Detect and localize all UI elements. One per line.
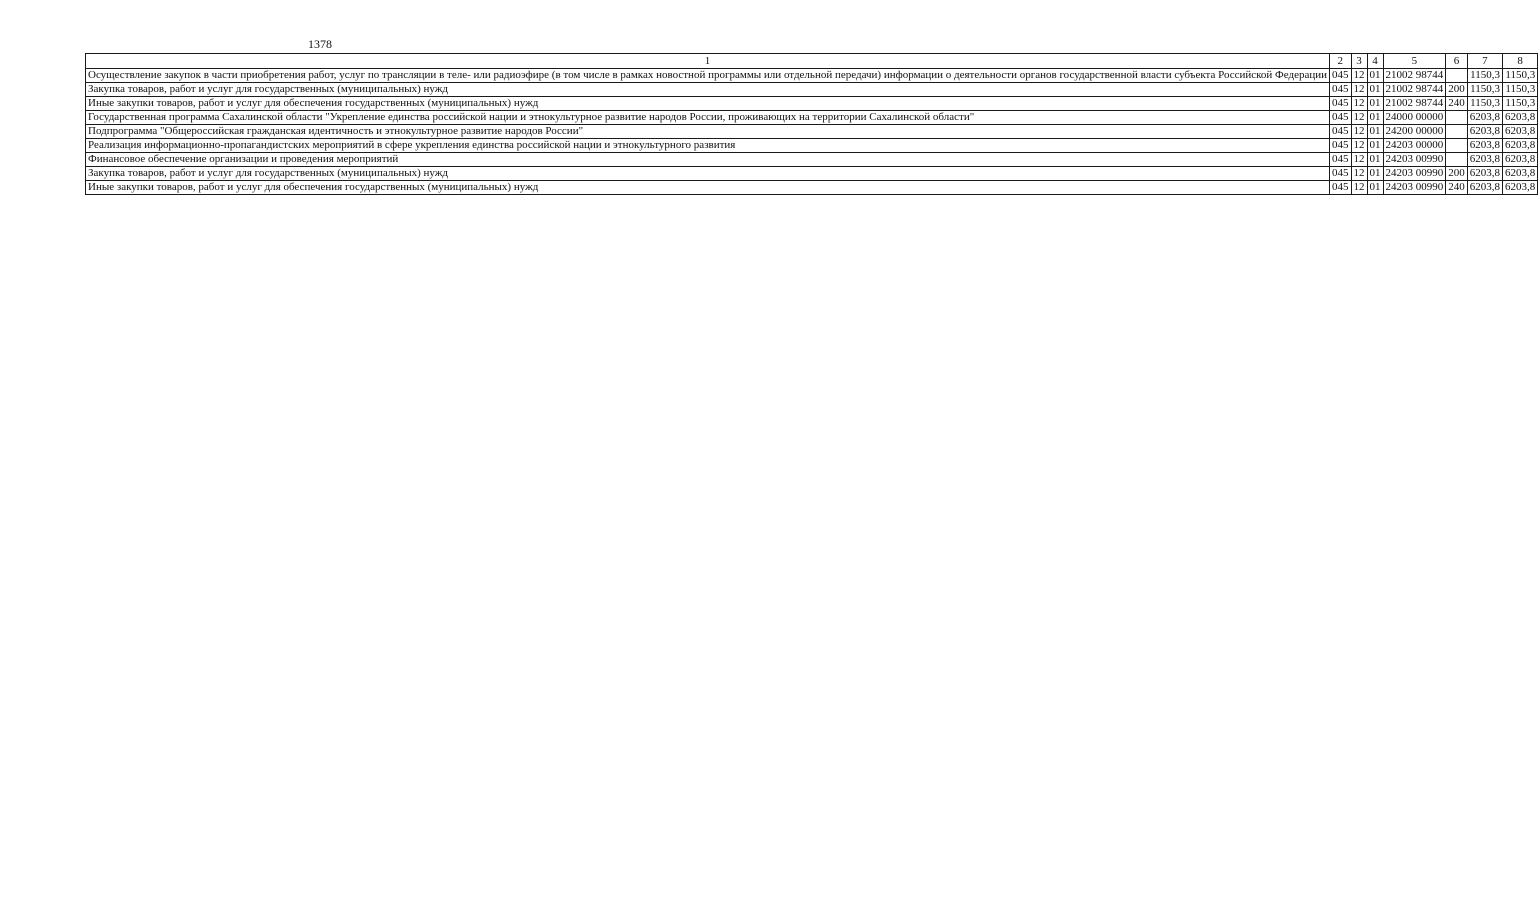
row-grbs-code: 045: [1330, 125, 1352, 139]
row-subsection-code: 01: [1367, 181, 1383, 195]
row-subsection-code: 01: [1367, 97, 1383, 111]
row-amount-col-7: 6203,8: [1467, 181, 1502, 195]
row-target-article-code: 24203 00990: [1383, 181, 1446, 195]
row-subsection-code: 01: [1367, 83, 1383, 97]
row-grbs-code: 045: [1330, 111, 1352, 125]
header-row: [86, 54, 1538, 69]
row-expense-type-code: [1446, 139, 1468, 153]
header-col-5: 5: [1383, 54, 1446, 69]
row-amount-col-8: 1150,3: [1503, 83, 1538, 97]
row-target-article-code: 24000 00000: [1383, 111, 1446, 125]
row-expense-type-code: [1446, 111, 1468, 125]
row-grbs-code: 045: [1330, 97, 1352, 111]
row-amount-col-8: 6203,8: [1503, 181, 1538, 195]
row-subsection-code: 01: [1367, 111, 1383, 125]
row-subsection-code: 01: [1367, 125, 1383, 139]
row-amount-col-7: 1150,3: [1467, 83, 1502, 97]
row-amount-col-7: 1150,3: [1467, 69, 1502, 83]
row-target-article-code: 24203 00990: [1383, 167, 1446, 181]
row-section-code: 12: [1351, 97, 1367, 111]
table-row: [86, 181, 1538, 195]
row-expense-type-code: 240: [1446, 181, 1468, 195]
row-amount-col-8: 6203,8: [1503, 111, 1538, 125]
row-section-code: 12: [1351, 69, 1367, 83]
row-name: Закупка товаров, работ и услуг для государственных (муниципальных) нужд: [86, 167, 1330, 181]
row-target-article-code: 21002 98744: [1383, 83, 1446, 97]
row-amount-col-8: 1150,3: [1503, 69, 1538, 83]
row-name: Реализация информационно-пропагандистских мероприятий в сфере укрепления единства российской нации и этнокультурного развития: [86, 139, 1330, 153]
row-section-code: 12: [1351, 83, 1367, 97]
row-target-article-code: 21002 98744: [1383, 97, 1446, 111]
row-subsection-code: 01: [1367, 167, 1383, 181]
table-row: [86, 125, 1538, 139]
row-expense-type-code: [1446, 153, 1468, 167]
row-amount-col-7: 6203,8: [1467, 139, 1502, 153]
table-row: [86, 139, 1538, 153]
row-grbs-code: 045: [1330, 181, 1352, 195]
row-subsection-code: 01: [1367, 139, 1383, 153]
row-grbs-code: 045: [1330, 167, 1352, 181]
table-row: [86, 97, 1538, 111]
table-row: [86, 69, 1538, 83]
header-col-3: 3: [1351, 54, 1367, 69]
row-section-code: 12: [1351, 139, 1367, 153]
header-col-6: 6: [1446, 54, 1468, 69]
row-amount-col-8: 1150,3: [1503, 97, 1538, 111]
row-expense-type-code: [1446, 125, 1468, 139]
header-col-7: 7: [1467, 54, 1502, 69]
row-amount-col-7: 6203,8: [1467, 125, 1502, 139]
table-row: [86, 167, 1538, 181]
row-name: Осуществление закупок в части приобретения работ, услуг по трансляции в теле- или радиоэфире (в том числе в рамках новостной программы или отдельной передачи) информации о деятельности органов государственной власти субъекта Российской Федерации: [86, 69, 1330, 83]
page-number: 1378: [308, 37, 332, 51]
row-amount-col-8: 6203,8: [1503, 153, 1538, 167]
table-row: [86, 111, 1538, 125]
row-target-article-code: 24203 00000: [1383, 139, 1446, 153]
row-target-article-code: 21002 98744: [1383, 69, 1446, 83]
row-expense-type-code: 200: [1446, 83, 1468, 97]
row-section-code: 12: [1351, 181, 1367, 195]
table-row: [86, 153, 1538, 167]
row-amount-col-8: 6203,8: [1503, 125, 1538, 139]
row-subsection-code: 01: [1367, 69, 1383, 83]
row-amount-col-7: 6203,8: [1467, 167, 1502, 181]
row-name: Иные закупки товаров, работ и услуг для обеспечения государственных (муниципальных) нужд: [86, 97, 1330, 111]
row-section-code: 12: [1351, 111, 1367, 125]
row-subsection-code: 01: [1367, 153, 1383, 167]
row-name: Иные закупки товаров, работ и услуг для обеспечения государственных (муниципальных) нужд: [86, 181, 1330, 195]
row-target-article-code: 24203 00990: [1383, 153, 1446, 167]
row-grbs-code: 045: [1330, 83, 1352, 97]
row-amount-col-7: 1150,3: [1467, 97, 1502, 111]
row-section-code: 12: [1351, 125, 1367, 139]
row-expense-type-code: 240: [1446, 97, 1468, 111]
row-amount-col-8: 6203,8: [1503, 139, 1538, 153]
row-name: Государственная программа Сахалинской области "Укрепление единства российской нации и этнокультурное развитие народов России, проживающих на территории Сахалинской области": [86, 111, 1330, 125]
row-section-code: 12: [1351, 167, 1367, 181]
table-body: [86, 69, 1538, 195]
table-row: [86, 83, 1538, 97]
row-target-article-code: 24200 00000: [1383, 125, 1446, 139]
row-name: Закупка товаров, работ и услуг для государственных (муниципальных) нужд: [86, 83, 1330, 97]
row-grbs-code: 045: [1330, 153, 1352, 167]
row-section-code: 12: [1351, 153, 1367, 167]
row-amount-col-7: 6203,8: [1467, 153, 1502, 167]
row-grbs-code: 045: [1330, 139, 1352, 153]
row-name: Финансовое обеспечение организации и проведения мероприятий: [86, 153, 1330, 167]
header-col-2: 2: [1330, 54, 1352, 69]
row-expense-type-code: 200: [1446, 167, 1468, 181]
row-amount-col-8: 6203,8: [1503, 167, 1538, 181]
header-col-1: 1: [86, 54, 1330, 69]
row-grbs-code: 045: [1330, 69, 1352, 83]
header-col-4: 4: [1367, 54, 1383, 69]
header-col-8: 8: [1503, 54, 1538, 69]
row-expense-type-code: [1446, 69, 1468, 83]
row-amount-col-7: 6203,8: [1467, 111, 1502, 125]
budget-table: [85, 53, 1538, 195]
row-name: Подпрограмма "Общероссийская гражданская идентичность и этнокультурное развитие народов России": [86, 125, 1330, 139]
